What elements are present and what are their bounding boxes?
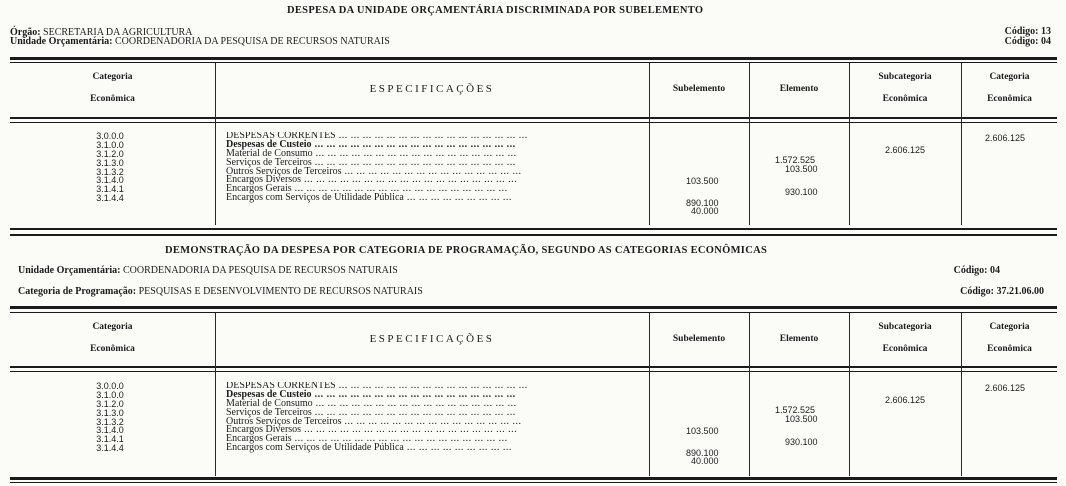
s2-sub-40000: 40.000: [691, 456, 719, 466]
code-row: 3.1.0.0: [96, 389, 124, 400]
s2-vline-1: [215, 313, 216, 476]
s2-col-cat2-line2: Econômica: [987, 344, 1032, 354]
s2-el-1572525: 1.572.525: [775, 405, 816, 415]
code-row: 3.1.4.4: [96, 193, 124, 204]
section1-bottom-rule-2: [10, 234, 1057, 236]
spec-row: DESPESAS CORRENTES ... ... ... ... ... ... ... ... ... ... ... ... ... ... ... ...: [226, 382, 528, 391]
s2-unidade-value: COORDENADORIA DA PESQUISA DE RECURSOS NATURAIS: [123, 265, 398, 276]
s1-vline-4: [849, 63, 850, 225]
orgao-value: SECRETARIA DA AGRICULTURA: [43, 27, 193, 38]
code-row: 3.1.2.0: [96, 398, 124, 409]
s2-unidade-label: Unidade Orçamentária:: [18, 265, 121, 276]
col-cat-line2: Econômica: [90, 94, 135, 104]
s2-codes: [60, 382, 160, 453]
spec-row: Encargos Diversos ... ... ... ... ... ... ... ... ... ... ... ... ... ... ... ... ... ...: [226, 424, 518, 436]
spec-row: Material de Consumo ... ... ... ... ... ... ... ... ... ... ... ... ... ... ... ... ...: [226, 147, 517, 159]
s1-vline-3: [749, 63, 750, 225]
section2-bottom-rule: [10, 477, 1057, 480]
code-row: 3.1.4.0: [96, 175, 124, 186]
code-row: 3.1.4.4: [96, 443, 124, 454]
col-subelemento: Subelemento: [672, 84, 726, 94]
s2-col-subcat-line2: Econômica: [882, 344, 928, 354]
s1-vline-1: [215, 63, 216, 225]
col-cat2-line1: Categoria: [989, 72, 1030, 82]
code-row: 3.1.4.0: [96, 425, 124, 436]
s2-vline-2: [649, 313, 650, 476]
s1-vline-5: [961, 63, 962, 225]
s2-el-930100: 930.100: [785, 437, 818, 447]
col-elemento: Elemento: [779, 84, 819, 94]
spec-row: Despesas de Custeio ... ... ... ... ... ... ... ... ... ... ... ... ... ... ... ... ...: [226, 138, 516, 150]
code-row: 3.0.0.0: [96, 131, 124, 141]
s2-col-cat-line2: Econômica: [90, 344, 135, 354]
col-cat2-line2: Econômica: [987, 94, 1032, 104]
code-row: 3.1.3.0: [96, 157, 124, 168]
spec-row: Outros Serviços de Terceiros ... ... ... ... ... ... ... ... ... ... ... ... ... ... ...: [226, 415, 522, 427]
col-categoria-total: [962, 66, 1057, 110]
s2-sub-103500: 103.500: [686, 426, 719, 436]
section1-title: DESPESA DA UNIDADE ORÇAMENTÁRIA DISCRIMINADA POR SUBELEMENTO: [287, 5, 704, 16]
code-row: 3.1.3.0: [96, 407, 124, 418]
code-row: 3.1.3.2: [96, 166, 124, 177]
code-row: 3.1.0.0: [96, 139, 124, 150]
s2-col-categoria-total: [962, 316, 1057, 360]
s1-subcategoria-value: 2.606.125: [885, 145, 926, 155]
s2-col-elemento: Elemento: [779, 334, 819, 344]
code-row: 3.1.2.0: [96, 148, 124, 159]
s1-sub-103500: 103.500: [686, 176, 719, 186]
col-subcategoria: [850, 66, 960, 110]
section1-top-rule-thin: [10, 62, 1057, 63]
unidade-line: [10, 36, 390, 47]
s2-subcategoria-value: 2.606.125: [885, 395, 926, 405]
section2-header-rule: [10, 366, 1057, 368]
s2-programacao-value: PESQUISAS E DESENVOLVIMENTO DE RECURSOS NATURAIS: [138, 286, 423, 297]
orgao-label: Órgão:: [10, 27, 41, 38]
unidade-label: Unidade Orçamentária:: [10, 36, 113, 47]
s2-categoria-value: 2.606.125: [985, 383, 1026, 393]
col-especificacoes: ESPECIFICAÇÕES: [369, 83, 495, 95]
s2-col-especificacoes: ESPECIFICAÇÕES: [369, 333, 495, 345]
col-categoria-economica: [10, 66, 215, 110]
s2-vline-3: [749, 313, 750, 476]
col-subcat-line1: Subcategoria: [878, 72, 932, 82]
codigo-unidade: Código: 04: [1004, 36, 1051, 47]
s1-sub-40000: 40.000: [691, 206, 719, 216]
section2-header-rule-thin: [10, 371, 1057, 372]
section2-bottom-rule-thin: [10, 482, 1057, 483]
s1-codes: [60, 132, 160, 203]
section2-top-rule: [10, 306, 1057, 309]
s1-categoria-value: 2.606.125: [985, 133, 1026, 143]
spec-row: Encargos Diversos ... ... ... ... ... ... ... ... ... ... ... ... ... ... ... ... ... ...: [226, 174, 518, 186]
s2-col-subcat-line1: Subcategoria: [878, 322, 932, 332]
section1-header-rule: [10, 117, 1057, 119]
codigo-orgao: Código: 13: [1004, 26, 1051, 37]
section2-top-rule-thin: [10, 312, 1057, 313]
spec-row: DESPESAS CORRENTES ... ... ... ... ... ... ... ... ... ... ... ... ... ... ... ...: [226, 132, 528, 141]
s2-col-cat2-line1: Categoria: [989, 322, 1030, 332]
s1-sub-890100: 890.100: [686, 198, 719, 208]
s2-codigo-unidade: Código: 04: [953, 265, 1000, 276]
s2-unidade-line: [18, 265, 398, 276]
unidade-value: COORDENADORIA DA PESQUISA DE RECURSOS NATURAIS: [115, 36, 390, 47]
s2-sub-890100: 890.100: [686, 448, 719, 458]
s2-col-subelemento: Subelemento: [672, 334, 726, 344]
spec-row: Serviços de Terceiros ... ... ... ... ... ... ... ... ... ... ... ... ... ... ... ... ...: [226, 406, 516, 418]
section1-top-rule: [10, 57, 1057, 60]
spec-row: Encargos Gerais ... ... ... ... ... ... ... ... ... ... ... ... ... ... ... ... ... ...: [226, 433, 508, 445]
s2-vline-5: [961, 313, 962, 476]
spec-row: Serviços de Terceiros ... ... ... ... ... ... ... ... ... ... ... ... ... ... ... ... ...: [226, 156, 516, 168]
s1-el-103500: 103.500: [785, 164, 818, 174]
spec-row: Encargos com Serviços de Utilidade Pública ... ... ... ... ... ... ... ... ...: [226, 442, 512, 454]
s2-codigo-programacao: Código: 37.21.06.00: [960, 286, 1044, 297]
code-row: 3.0.0.0: [96, 381, 124, 391]
section1-header-rule-thin: [10, 122, 1057, 123]
spec-row: Encargos Gerais ... ... ... ... ... ... ... ... ... ... ... ... ... ... ... ... ... ...: [226, 183, 508, 195]
code-row: 3.1.4.1: [96, 184, 124, 195]
s2-col-subcategoria: [850, 316, 960, 360]
col-subcat-line2: Econômica: [882, 94, 928, 104]
s2-specs: [226, 382, 644, 453]
s1-specs: [226, 132, 644, 203]
s2-el-103500: 103.500: [785, 414, 818, 424]
s2-programacao-line: [18, 286, 423, 297]
code-row: 3.1.3.2: [96, 416, 124, 427]
s2-col-categoria-economica: [10, 316, 215, 360]
section1-bottom-rule: [10, 228, 1057, 230]
spec-row: Outros Serviços de Terceiros ... ... ... ... ... ... ... ... ... ... ... ... ... ... ...: [226, 165, 522, 177]
s1-el-930100: 930.100: [785, 187, 818, 197]
spec-row: Material de Consumo ... ... ... ... ... ... ... ... ... ... ... ... ... ... ... ... ...: [226, 397, 517, 409]
s2-programacao-label: Categoria de Programação:: [18, 286, 137, 297]
s1-el-1572525: 1.572.525: [775, 155, 816, 165]
s1-vline-2: [649, 63, 650, 225]
section2-title: DEMONSTRAÇÃO DA DESPESA POR CATEGORIA DE PROGRAMAÇÃO, SEGUNDO AS CATEGORIAS ECONÔMICAS: [165, 245, 768, 256]
s2-col-cat-line1: Categoria: [92, 322, 133, 332]
spec-row: Despesas de Custeio ... ... ... ... ... ... ... ... ... ... ... ... ... ... ... ... ...: [226, 388, 516, 400]
code-row: 3.1.4.1: [96, 434, 124, 445]
s2-vline-4: [849, 313, 850, 476]
col-cat-line1: Categoria: [92, 72, 133, 82]
spec-row: Encargos com Serviços de Utilidade Pública ... ... ... ... ... ... ... ... ...: [226, 192, 512, 204]
